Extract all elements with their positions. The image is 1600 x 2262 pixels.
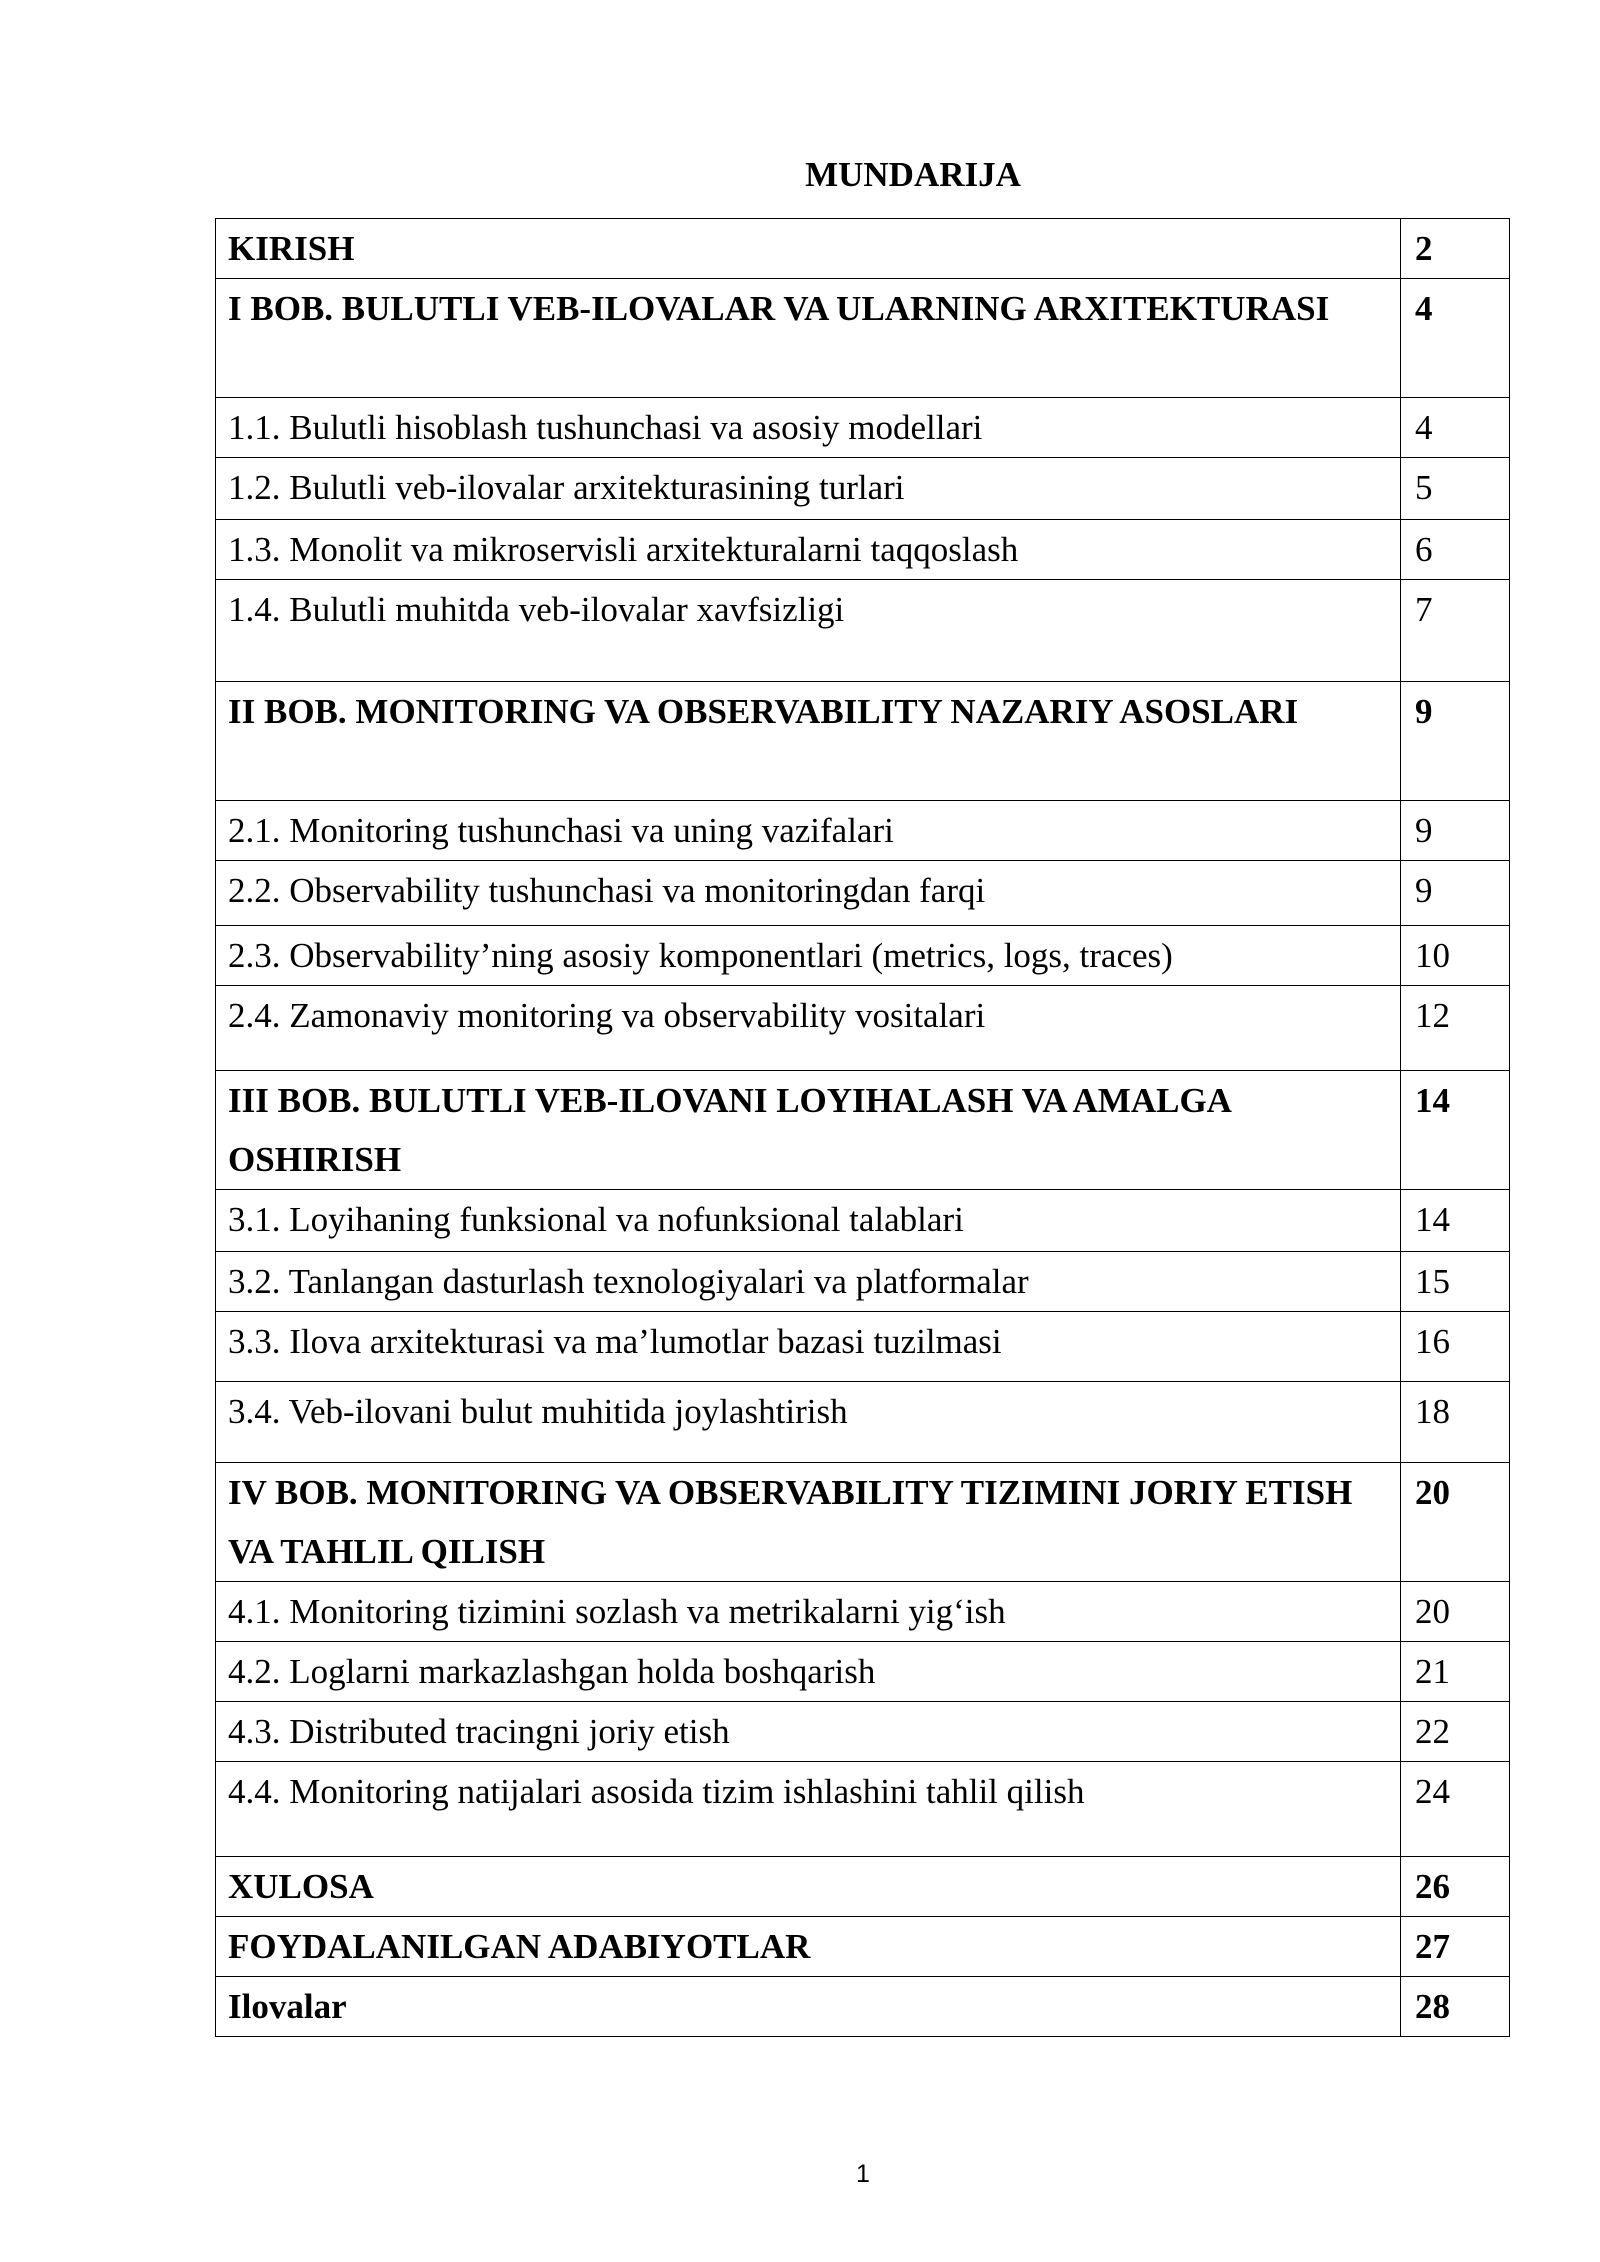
toc-entry-title: 4.3. Distributed tracingni joriy etish <box>216 1702 1401 1762</box>
toc-entry-title: 3.1. Loyihaning funksional va nofunksional talablari <box>216 1190 1401 1252</box>
toc-row <box>216 1917 1510 1977</box>
toc-row <box>216 682 1510 801</box>
toc-entry-page: 21 <box>1401 1642 1510 1702</box>
toc-entry-title: 1.3. Monolit va mikroservisli arxitekturalarni taqqoslash <box>216 520 1401 580</box>
toc-entry-page: 2 <box>1401 219 1510 279</box>
toc-entry-title: IV BOB. MONITORING VA OBSERVABILITY TIZIMINI JORIY ETISH VA TAHLIL QILISH <box>216 1463 1401 1582</box>
toc-entry-page: 4 <box>1401 398 1510 458</box>
toc-row <box>216 801 1510 861</box>
toc-row <box>216 1857 1510 1917</box>
page-title: MUNDARIJA <box>805 155 1021 194</box>
toc-row <box>216 580 1510 682</box>
toc-row <box>216 398 1510 458</box>
toc-row <box>216 1762 1510 1857</box>
toc-row <box>216 986 1510 1071</box>
toc-entry-title: 1.4. Bulutli muhitda veb-ilovalar xavfsizligi <box>216 580 1401 682</box>
toc-entry-page: 16 <box>1401 1312 1510 1382</box>
toc-row <box>216 458 1510 520</box>
toc-entry-title: 1.1. Bulutli hisoblash tushunchasi va asosiy modellari <box>216 398 1401 458</box>
toc-entry-page: 24 <box>1401 1762 1510 1857</box>
toc-entry-title: 1.2. Bulutli veb-ilovalar arxitekturasining turlari <box>216 458 1401 520</box>
toc-entry-page: 9 <box>1401 801 1510 861</box>
toc-entry-title: 3.4. Veb-ilovani bulut muhitida joylashtirish <box>216 1382 1401 1463</box>
toc-row <box>216 1382 1510 1463</box>
toc-body <box>216 219 1510 2037</box>
toc-row <box>216 1071 1510 1190</box>
toc-row <box>216 1977 1510 2037</box>
toc-entry-title: 4.1. Monitoring tizimini sozlash va metrikalarni yig‘ish <box>216 1582 1401 1642</box>
toc-entry-page: 18 <box>1401 1382 1510 1463</box>
toc-entry-page: 22 <box>1401 1702 1510 1762</box>
toc-entry-page: 28 <box>1401 1977 1510 2037</box>
toc-entry-title: III BOB. BULUTLI VEB-ILOVANI LOYIHALASH VA AMALGA OSHIRISH <box>216 1071 1401 1190</box>
toc-entry-page: 9 <box>1401 682 1510 801</box>
page-number: 1 <box>856 2160 870 2188</box>
toc-entry-page: 12 <box>1401 986 1510 1071</box>
toc-row <box>216 219 1510 279</box>
toc-entry-page: 26 <box>1401 1857 1510 1917</box>
toc-entry-page: 14 <box>1401 1190 1510 1252</box>
toc-entry-page: 15 <box>1401 1252 1510 1312</box>
toc-entry-title: I BOB. BULUTLI VEB-ILOVALAR VA ULARNING ARXITEKTURASI <box>216 279 1401 398</box>
toc-row <box>216 1702 1510 1762</box>
toc-row <box>216 1312 1510 1382</box>
toc-entry-title: FOYDALANILGAN ADABIYOTLAR <box>216 1917 1401 1977</box>
toc-entry-title: 4.4. Monitoring natijalari asosida tizim ishlashini tahlil qilish <box>216 1762 1401 1857</box>
toc-row <box>216 1463 1510 1582</box>
toc-entry-page: 14 <box>1401 1071 1510 1190</box>
toc-entry-title: Ilovalar <box>216 1977 1401 2037</box>
toc-row <box>216 1642 1510 1702</box>
toc-row <box>216 279 1510 398</box>
toc-row <box>216 861 1510 926</box>
toc-entry-page: 4 <box>1401 279 1510 398</box>
toc-entry-title: II BOB. MONITORING VA OBSERVABILITY NAZARIY ASOSLARI <box>216 682 1401 801</box>
toc-entry-page: 27 <box>1401 1917 1510 1977</box>
toc-entry-page: 9 <box>1401 861 1510 926</box>
toc-entry-page: 6 <box>1401 520 1510 580</box>
toc-entry-title: 2.4. Zamonaviy monitoring va observability vositalari <box>216 986 1401 1071</box>
toc-row <box>216 926 1510 986</box>
toc-entry-title: 2.2. Observability tushunchasi va monitoringdan farqi <box>216 861 1401 926</box>
toc-entry-title: 4.2. Loglarni markazlashgan holda boshqarish <box>216 1642 1401 1702</box>
toc-row <box>216 520 1510 580</box>
toc-entry-title: 3.2. Tanlangan dasturlash texnologiyalari va platformalar <box>216 1252 1401 1312</box>
toc-row <box>216 1582 1510 1642</box>
toc-entry-title: XULOSA <box>216 1857 1401 1917</box>
toc-entry-page: 7 <box>1401 580 1510 682</box>
table-of-contents <box>215 218 1510 2037</box>
toc-entry-page: 20 <box>1401 1463 1510 1582</box>
toc-entry-page: 10 <box>1401 926 1510 986</box>
toc-entry-page: 5 <box>1401 458 1510 520</box>
toc-entry-title: 2.3. Observability’ning asosiy komponentlari (metrics, logs, traces) <box>216 926 1401 986</box>
toc-entry-title: 3.3. Ilova arxitekturasi va ma’lumotlar bazasi tuzilmasi <box>216 1312 1401 1382</box>
toc-row <box>216 1252 1510 1312</box>
toc-entry-title: 2.1. Monitoring tushunchasi va uning vazifalari <box>216 801 1401 861</box>
toc-row <box>216 1190 1510 1252</box>
toc-entry-title: KIRISH <box>216 219 1401 279</box>
toc-entry-page: 20 <box>1401 1582 1510 1642</box>
